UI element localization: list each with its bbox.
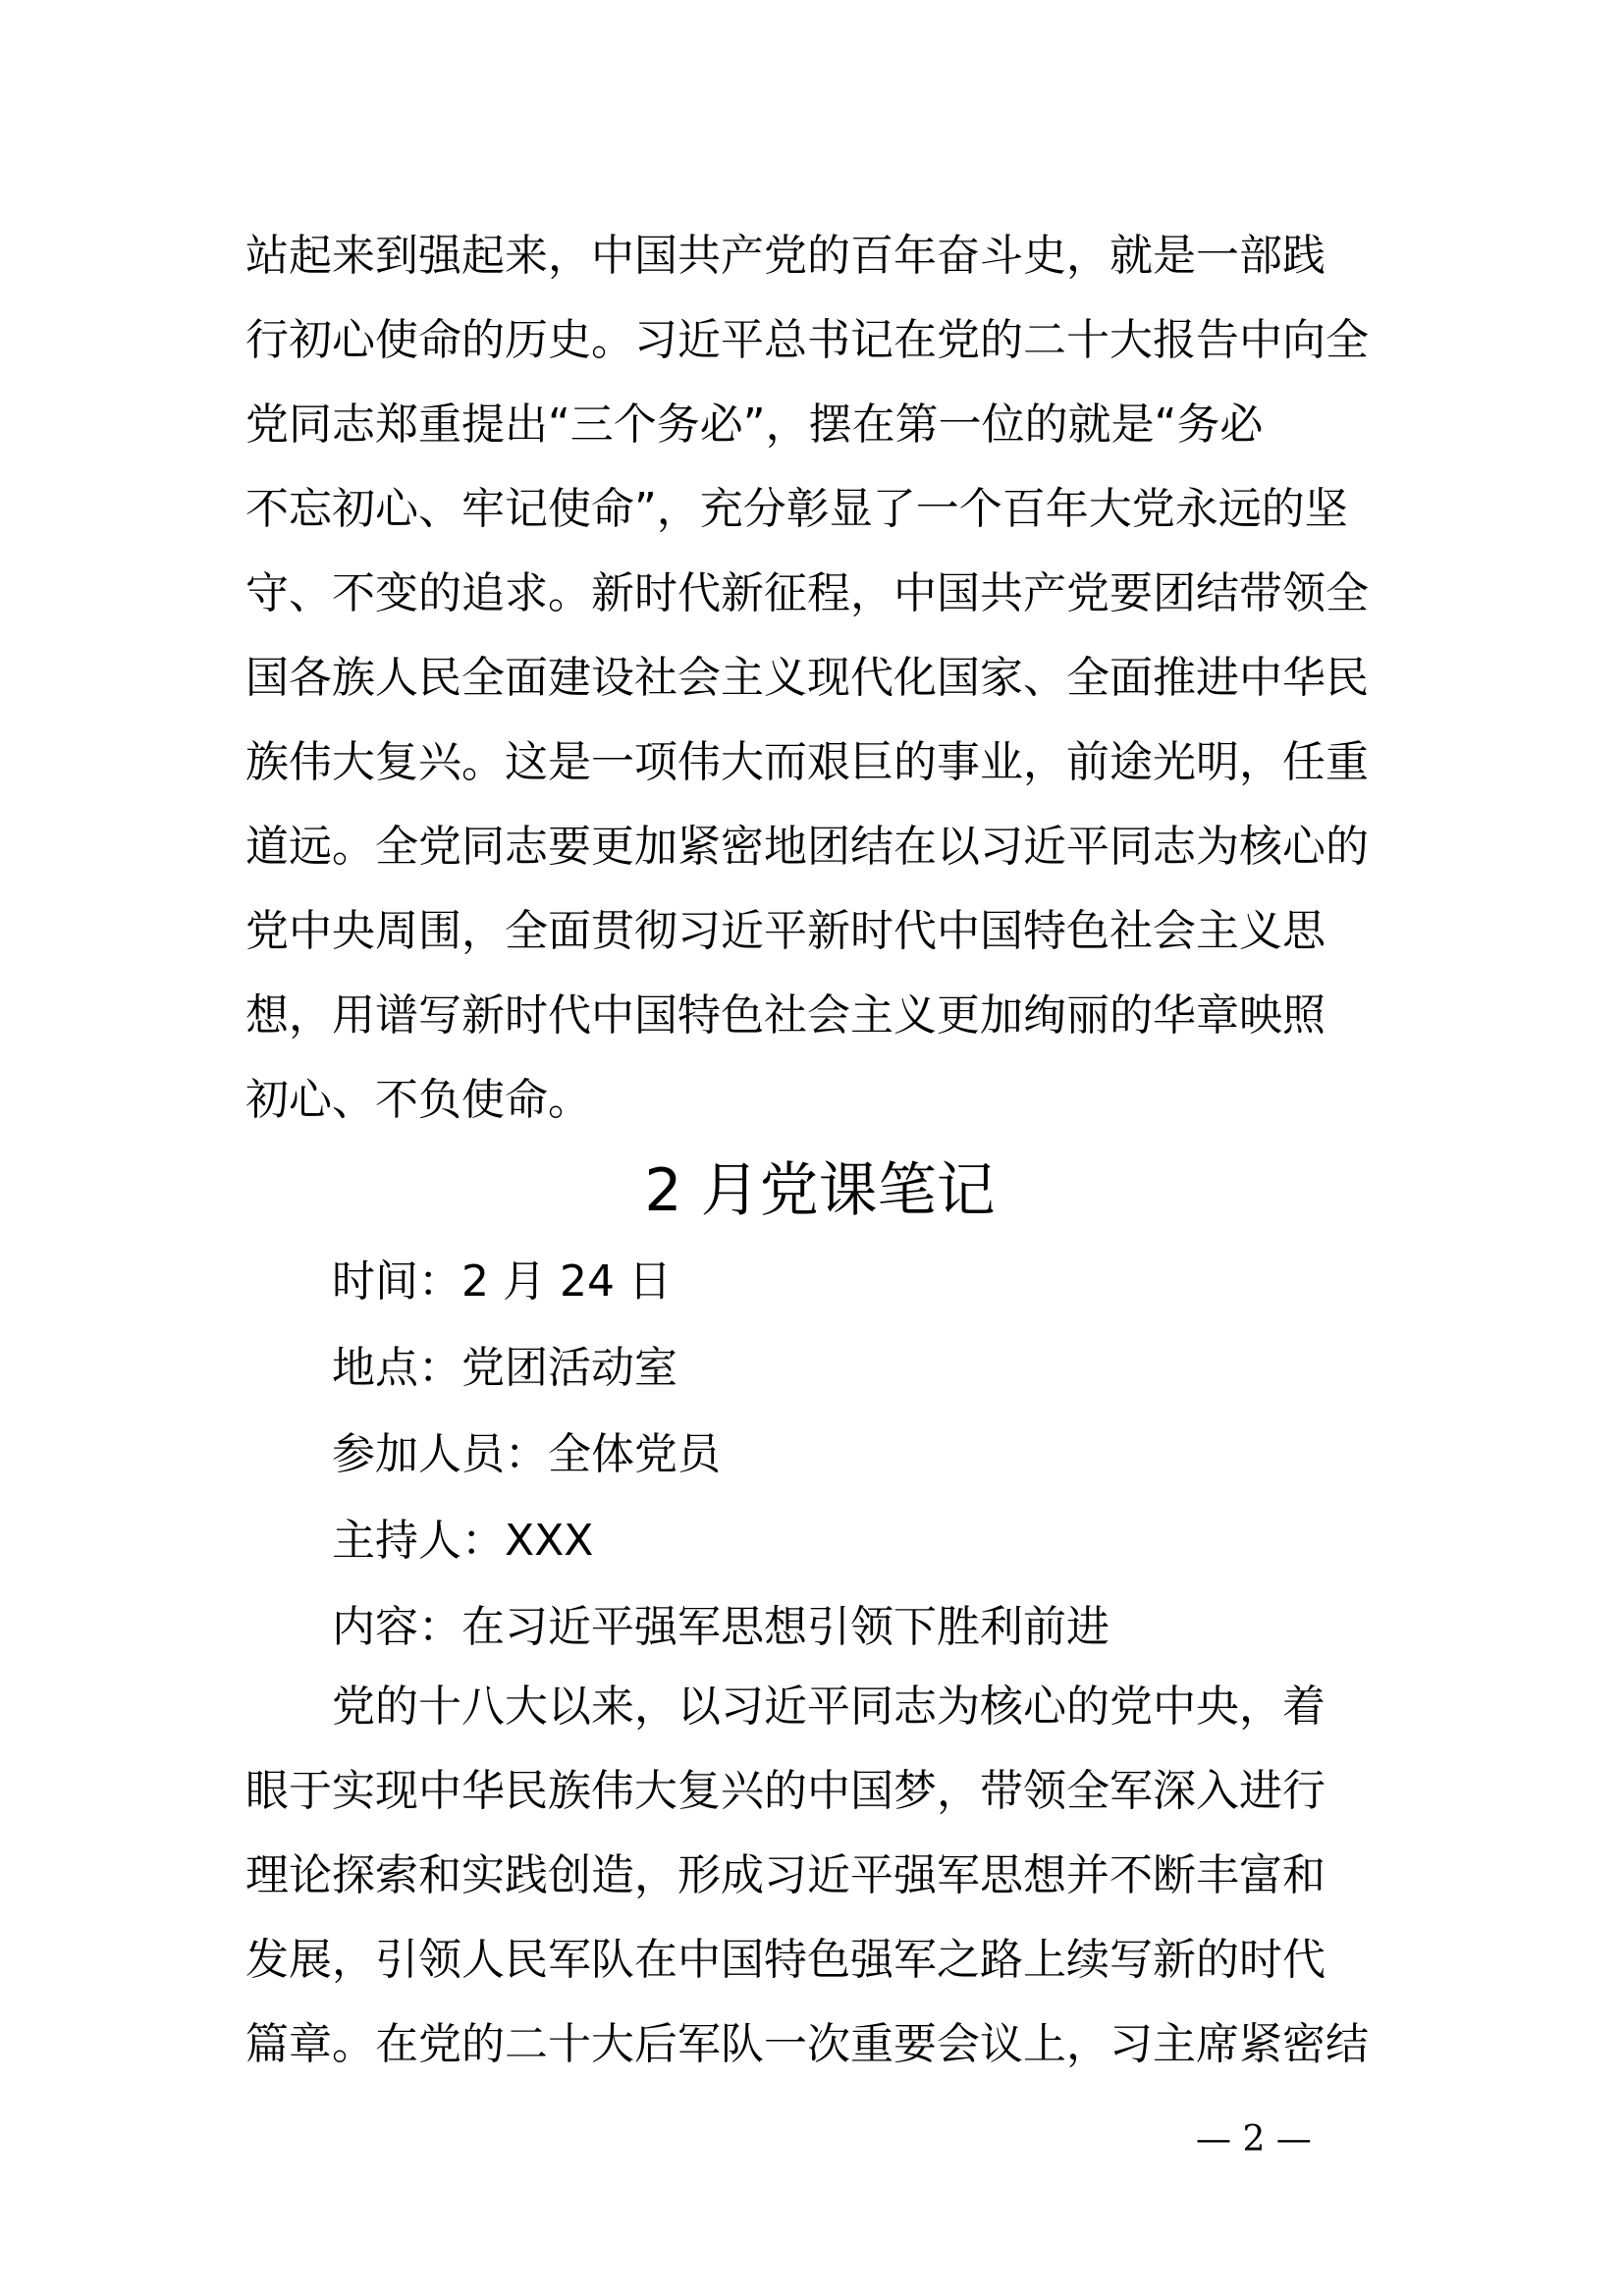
paragraph-line: 发展，引领人民军队在中国特色强军之路上续写新的时代 [245,1935,1325,1985]
meta-time: 时间：2 月 24 日 [332,1256,672,1307]
paragraph-line: 不忘初心、牢记使命”，充分彰显了一个百年大党永远的坚 [245,484,1348,534]
paragraph-line: 党中央周围，全面贯彻习近平新时代中国特色社会主义思 [245,906,1325,956]
meta-host: 主持人：XXX [332,1516,594,1566]
paragraph-line: 初心、不负使命。 [245,1075,591,1125]
paragraph-line: 想，用谱写新时代中国特色社会主义更加绚丽的华章映照 [245,990,1325,1041]
page-number: — 2 — [1196,2119,1312,2160]
body-paragraph [245,1665,1394,2087]
section-title: 2 月党课笔记 [644,1156,996,1225]
paragraph-line: 站起来到强起来，中国共产党的百年奋斗史，就是一部践 [245,231,1325,281]
paragraph-line: 族伟大复兴。这是一项伟大而艰巨的事业，前途光明，任重 [245,737,1369,787]
meta-content: 内容：在习近平强军思想引领下胜利前进 [332,1602,1109,1652]
paragraph-line: 道远。全党同志要更加紧密地团结在以习近平同志为核心的 [245,822,1369,872]
paragraph-line: 理论探索和实践创造，形成习近平强军思想并不断丰富和 [245,1850,1325,1900]
paragraph-line: 守、不变的追求。新时代新征程，中国共产党要团结带领全 [245,568,1369,618]
paragraph-line: 眼于实现中华民族伟大复兴的中国梦，带领全军深入进行 [245,1766,1325,1816]
meta-location: 地点：党团活动室 [332,1343,677,1393]
paragraph-line: 党的十八大以来，以习近平同志为核心的党中央，着 [332,1682,1325,1732]
meta-participants: 参加人员：全体党员 [332,1429,721,1479]
continued-paragraph [245,214,1394,1143]
paragraph-line: 国各族人民全面建设社会主义现代化国家、全面推进中华民 [245,653,1369,703]
paragraph-line: 行初心使命的历史。习近平总书记在党的二十大报告中向全 [245,315,1369,365]
meeting-meta [332,1239,1392,1671]
paragraph-line: 党同志郑重提出“三个务必”，摆在第一位的就是“务必 [245,400,1264,450]
paragraph-line: 篇章。在党的二十大后军队一次重要会议上，习主席紧密结 [245,2019,1369,2069]
